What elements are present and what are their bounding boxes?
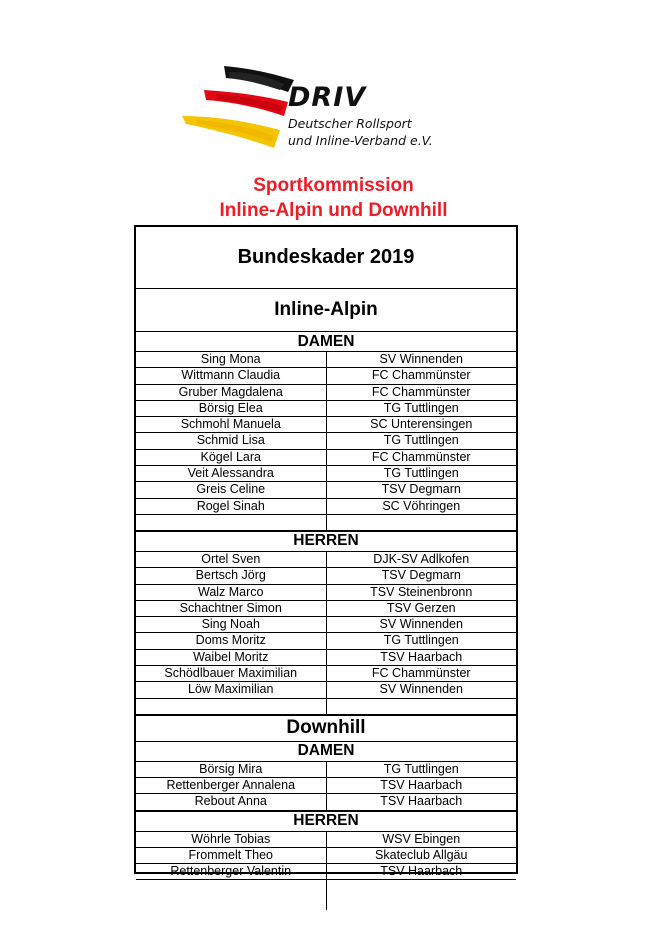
table-row: [136, 633, 516, 649]
table-row: [136, 499, 516, 515]
athlete-club: TSV Degmarn: [381, 568, 461, 583]
athlete-name: Börsig Elea: [136, 401, 327, 416]
heading-disciplines: Inline-Alpin und Downhill: [219, 200, 448, 221]
section-title-inline-alpin: Inline-Alpin: [136, 289, 516, 332]
athlete-club: TSV Gerzen: [386, 600, 456, 615]
table-row: [136, 417, 516, 433]
athlete-name: Doms Moritz: [136, 633, 327, 648]
table-row: [136, 568, 516, 584]
athlete-club: TSV Degmarn: [381, 482, 461, 497]
table-row: [136, 585, 516, 601]
table-row: [136, 552, 516, 568]
driv-logo: [176, 60, 446, 160]
athlete-club: FC Chammünster: [371, 384, 471, 399]
athlete-name: Schödlbauer Maximilian: [136, 666, 327, 681]
athlete-club: SC Unterensingen: [370, 417, 473, 432]
section-title-downhill: Downhill: [136, 715, 516, 742]
athlete-name: Veit Alessandra: [136, 466, 327, 481]
squad-title: Bundeskader 2019: [136, 227, 516, 289]
athlete-name: Rettenberger Annalena: [136, 778, 327, 793]
athlete-name: Gruber Magdalena: [136, 385, 327, 400]
squad-table: [134, 225, 518, 879]
athlete-club: TSV Haarbach: [380, 649, 463, 664]
athlete-name: Ortel Sven: [136, 552, 327, 567]
group-title-damen: DAMEN: [136, 332, 516, 352]
table-row: [136, 352, 516, 368]
table-filler: [136, 880, 516, 910]
flag-swoosh-icon: [176, 60, 296, 160]
heading-commission: Sportkommission: [253, 175, 414, 196]
athlete-name: Frommelt Theo: [136, 848, 327, 863]
group-title-damen: DAMEN: [136, 742, 516, 762]
inline-alpin-damen-list: [136, 352, 516, 515]
logo-subtitle-line1: Deutscher Rollsport: [288, 116, 412, 131]
athlete-name: Wittmann Claudia: [136, 368, 327, 383]
table-row: [136, 450, 516, 466]
table-row: [136, 433, 516, 449]
downhill-herren-list: [136, 832, 516, 881]
athlete-club: TG Tuttlingen: [383, 433, 459, 448]
table-row: [136, 650, 516, 666]
table-row: [136, 385, 516, 401]
table-row: [136, 666, 516, 682]
downhill-damen-list: [136, 762, 516, 811]
table-row: [136, 617, 516, 633]
athlete-club: TSV Haarbach: [380, 777, 463, 792]
athlete-club: DJK-SV Adlkofen: [373, 551, 470, 566]
logo-title: DRIV: [288, 82, 367, 113]
athlete-name: Schmid Lisa: [136, 433, 327, 448]
athlete-club: SV Winnenden: [379, 617, 463, 632]
athlete-club: SC Vöhringen: [382, 498, 461, 513]
table-row: [136, 762, 516, 778]
athlete-club: WSV Ebingen: [382, 831, 461, 846]
table-row: [136, 482, 516, 498]
athlete-name: Börsig Mira: [136, 762, 327, 777]
inline-alpin-herren-list: [136, 552, 516, 699]
table-row: [136, 682, 516, 698]
athlete-name: Waibel Moritz: [136, 650, 327, 665]
table-row: [136, 601, 516, 617]
logo-subtitle-line2: und Inline-Verband e.V.: [288, 133, 433, 148]
athlete-name: Rettenberger Valentin: [136, 864, 327, 879]
table-row: [136, 401, 516, 417]
table-row: [136, 778, 516, 794]
table-row: [136, 864, 516, 880]
group-title-herren: HERREN: [136, 811, 516, 832]
athlete-name: Greis Celine: [136, 482, 327, 497]
athlete-club: Skateclub Allgäu: [375, 847, 468, 862]
group-title-herren: HERREN: [136, 531, 516, 552]
athlete-name: Schmohl Manuela: [136, 417, 327, 432]
table-row: [136, 368, 516, 384]
athlete-club: SV Winnenden: [379, 682, 463, 697]
athlete-club: TG Tuttlingen: [383, 633, 459, 648]
table-row: [136, 848, 516, 864]
athlete-name: Kögel Lara: [136, 450, 327, 465]
athlete-club: TG Tuttlingen: [383, 466, 459, 481]
athlete-club: TSV Haarbach: [380, 794, 463, 809]
athlete-name: Wöhrle Tobias: [136, 832, 327, 847]
athlete-name: Walz Marco: [136, 585, 327, 600]
athlete-name: Bertsch Jörg: [136, 568, 327, 583]
athlete-name: Schachtner Simon: [136, 601, 327, 616]
athlete-name: Rebout Anna: [136, 794, 327, 809]
athlete-club: FC Chammünster: [371, 666, 471, 681]
athlete-club: TSV Haarbach: [380, 864, 463, 879]
blank-row: [136, 699, 516, 715]
table-row: [136, 466, 516, 482]
athlete-club: FC Chammünster: [371, 449, 471, 464]
athlete-club: TG Tuttlingen: [383, 400, 459, 415]
athlete-name: Sing Noah: [136, 617, 327, 632]
table-row: [136, 794, 516, 810]
blank-row: [136, 515, 516, 531]
athlete-club: TSV Steinenbronn: [370, 584, 473, 599]
athlete-name: Sing Mona: [136, 352, 327, 367]
athlete-name: Löw Maximilian: [136, 682, 327, 697]
athlete-club: SV Winnenden: [379, 352, 463, 366]
table-row: [136, 832, 516, 848]
athlete-club: TG Tuttlingen: [383, 761, 459, 776]
athlete-name: Rogel Sinah: [136, 499, 327, 514]
athlete-club: FC Chammünster: [371, 368, 471, 383]
